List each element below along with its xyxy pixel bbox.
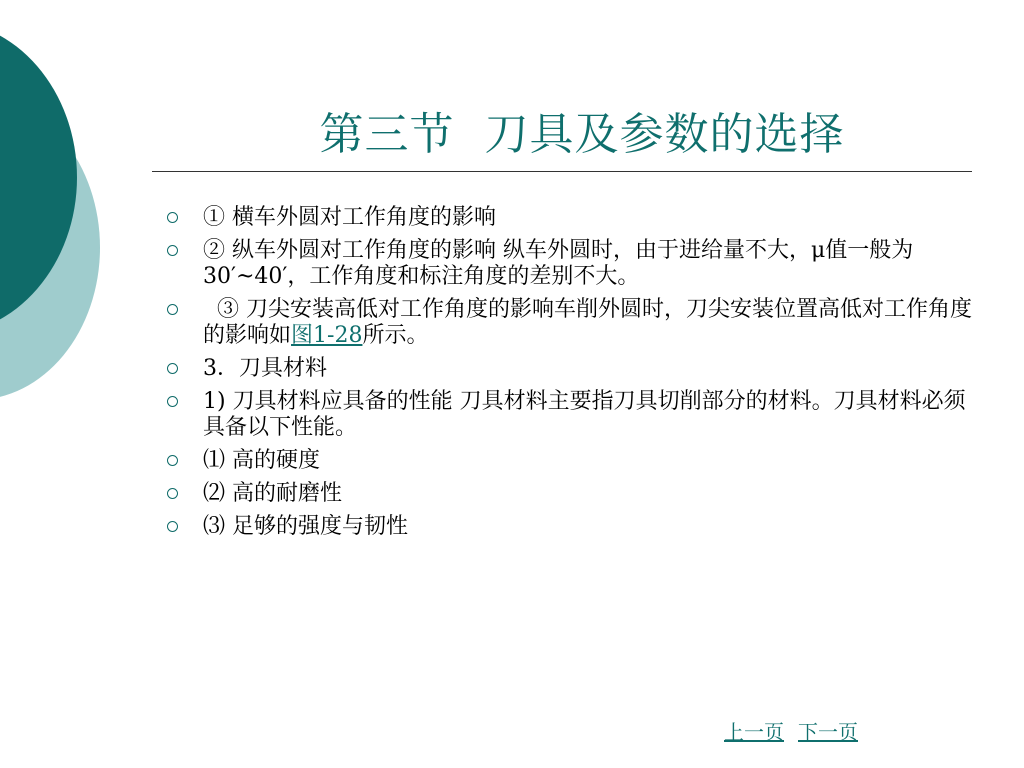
list-item-text: 所示。 xyxy=(362,323,429,348)
list-item-text: ① 横车外圆对工作角度的影响 xyxy=(203,205,496,230)
bullet-icon xyxy=(167,521,178,532)
bullet-list xyxy=(163,205,983,547)
figure-link[interactable]: 图1-28 xyxy=(291,323,363,348)
list-item xyxy=(163,205,983,231)
title-divider xyxy=(152,171,972,172)
bullet-icon xyxy=(167,488,178,499)
list-item-text: ⑵ 高的耐磨性 xyxy=(203,481,342,506)
list-item xyxy=(163,356,983,382)
list-item-text: 1) 刀具材料应具备的性能 刀具材料主要指刀具切削部分的材料。刀具材料必须具备以下性能。 xyxy=(203,389,966,440)
list-item-text: ⑶ 足够的强度与韧性 xyxy=(203,514,408,539)
bullet-icon xyxy=(167,455,178,466)
list-item-text: ⑴ 高的硬度 xyxy=(203,448,320,473)
list-item xyxy=(163,238,983,290)
bullet-icon xyxy=(167,396,178,407)
prev-page-link[interactable]: 上一页 xyxy=(724,720,784,744)
next-page-link[interactable]: 下一页 xyxy=(798,720,858,744)
bullet-icon xyxy=(167,363,178,374)
slide-title: 第三节 刀具及参数的选择 xyxy=(319,109,845,160)
list-item xyxy=(163,514,983,540)
list-item-text: ② 纵车外圆对工作角度的影响 纵车外圆时，由于进给量不大，μ值一般为30′~40′，工作角度和标注角度的差别不大。 xyxy=(203,238,914,289)
bullet-icon xyxy=(167,304,178,315)
list-item xyxy=(163,481,983,507)
list-item xyxy=(163,389,983,441)
list-item xyxy=(163,297,983,349)
slide-navigation xyxy=(724,716,872,745)
list-item-text: 3．刀具材料 xyxy=(203,356,327,381)
bullet-icon xyxy=(167,245,178,256)
list-item xyxy=(163,448,983,474)
bullet-icon xyxy=(167,212,178,223)
list-item-text: ③ 刀尖安装高低对工作角度的影响车削外圆时，刀尖安装位置高低对工作角度的影响如 xyxy=(203,297,972,348)
